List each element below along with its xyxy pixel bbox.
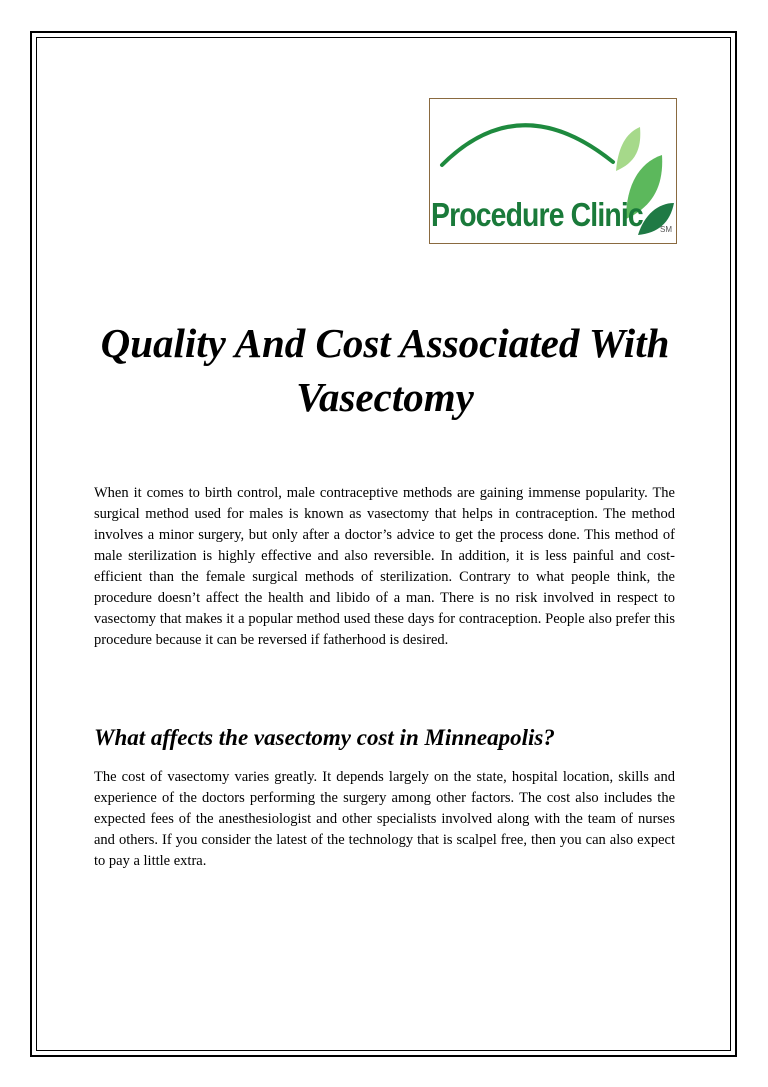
logo-arc: [442, 125, 613, 165]
intro-paragraph: When it comes to birth control, male contraceptive methods are gaining immense popularity. The surgical method used for males is known as vasectomy that helps in contraception. The method involves a minor surgery, but only after a doctor’s advice to get the process done. This method of male sterilization is highly effective and also reversible. In addition, it is less painful and cost-efficient than the female surgical methods of sterilization. Contrary to what people think, the procedure doesn’t affect the health and libido of a man. There is no risk involved in respect to vasectomy that makes it a popular method used these days for contraception. People also prefer this procedure because it can be reversed if fatherhood is desired.: [94, 485, 675, 648]
procedure-clinic-logo: [429, 98, 677, 244]
logo-leaf-light: [616, 127, 640, 171]
section-heading: What affects the vasectomy cost in Minneapolis?: [94, 725, 555, 750]
logo-service-mark: SM: [660, 225, 672, 234]
logo-wordmark: Procedure Clinic: [431, 196, 643, 233]
document-title: Quality And Cost Associated With Vasectomy: [100, 320, 670, 420]
section-paragraph: The cost of vasectomy varies greatly. It depends largely on the state, hospital location, skills and experience of the doctors performing the surgery among other factors. The cost also includes the expected fees of the anesthesiologist and other specialists involved along with the team of nurses and others. If you consider the latest of the technology that is scalpel free, then you can also expect to pay a little extra.: [94, 769, 675, 869]
